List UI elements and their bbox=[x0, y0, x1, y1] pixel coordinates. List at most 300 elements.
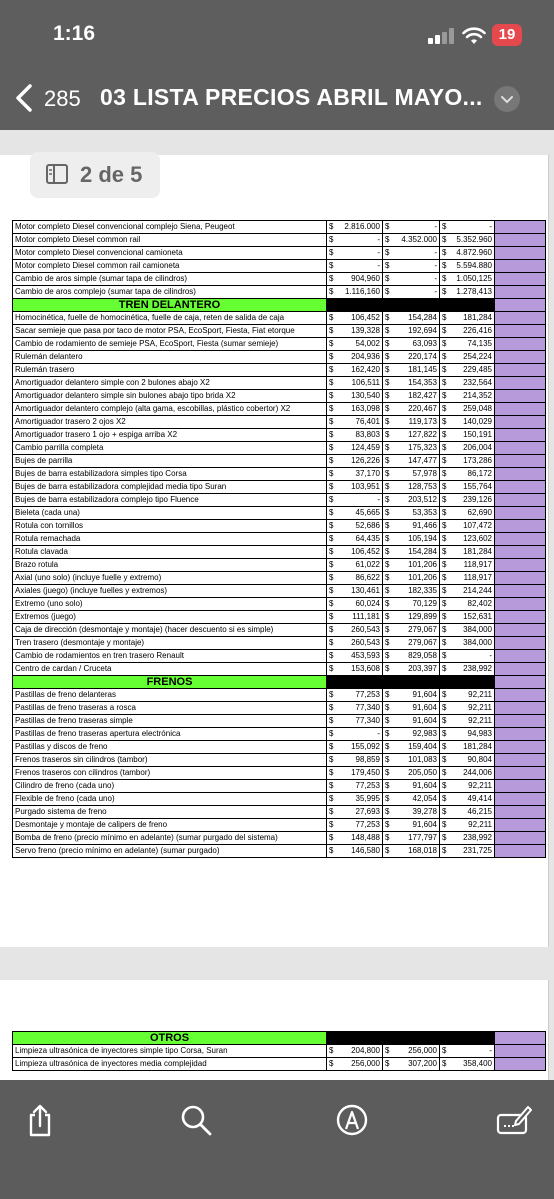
price-cell bbox=[440, 728, 495, 741]
currency-symbol: $ bbox=[385, 456, 390, 465]
price-cell bbox=[327, 1045, 383, 1058]
price-cell bbox=[327, 546, 383, 559]
price-value: - bbox=[377, 495, 380, 504]
price-cell bbox=[383, 494, 440, 507]
side-column bbox=[495, 325, 546, 338]
price-value: 384,000 bbox=[463, 638, 492, 647]
price-cell bbox=[327, 533, 383, 546]
currency-symbol: $ bbox=[385, 404, 390, 413]
price-value: 101,083 bbox=[408, 755, 437, 764]
table-row bbox=[13, 663, 546, 676]
price-cell bbox=[383, 468, 440, 481]
currency-symbol: $ bbox=[329, 261, 334, 270]
item-description: Motor completo Diesel common rail camioneta bbox=[13, 260, 327, 273]
price-cell bbox=[383, 546, 440, 559]
price-cell bbox=[327, 403, 383, 416]
price-cell bbox=[440, 585, 495, 598]
price-cell bbox=[440, 338, 495, 351]
price-cell bbox=[383, 806, 440, 819]
currency-symbol: $ bbox=[385, 651, 390, 660]
item-description: Caja de dirección (desmontaje y montaje) (hacer descuento si es simple) bbox=[13, 624, 327, 637]
sidebar-icon bbox=[46, 164, 68, 184]
table-row bbox=[13, 416, 546, 429]
item-description: Amortiguador delantero simple con 2 bulones abajo X2 bbox=[13, 377, 327, 390]
price-value: 204,800 bbox=[351, 1046, 380, 1055]
currency-symbol: $ bbox=[329, 378, 334, 387]
item-description: Motor completo Diesel convencional camioneta bbox=[13, 247, 327, 260]
price-value: 77,253 bbox=[355, 690, 380, 699]
price-cell bbox=[383, 715, 440, 728]
side-column bbox=[495, 637, 546, 650]
price-value: 130,461 bbox=[351, 586, 380, 595]
currency-symbol: $ bbox=[329, 495, 334, 504]
currency-symbol: $ bbox=[329, 1059, 334, 1068]
currency-symbol: $ bbox=[329, 534, 334, 543]
price-cell bbox=[440, 247, 495, 260]
price-cell bbox=[327, 728, 383, 741]
price-value: 130,540 bbox=[351, 391, 380, 400]
price-value: 260,543 bbox=[351, 625, 380, 634]
currency-symbol: $ bbox=[385, 248, 390, 257]
price-value: 155,764 bbox=[463, 482, 492, 491]
price-value: 63,093 bbox=[412, 339, 437, 348]
price-cell bbox=[440, 364, 495, 377]
item-description: Sacar semieje que pasa por taco de motor PSA, EcoSport, Fiesta, Fiat etorque bbox=[13, 325, 327, 338]
currency-symbol: $ bbox=[442, 651, 447, 660]
currency-symbol: $ bbox=[442, 755, 447, 764]
side-column bbox=[495, 403, 546, 416]
currency-symbol: $ bbox=[442, 625, 447, 634]
price-value: 154,353 bbox=[408, 378, 437, 387]
item-description: Rulemán delantero bbox=[13, 351, 327, 364]
table-row bbox=[13, 832, 546, 845]
table-row bbox=[13, 390, 546, 403]
table-row bbox=[13, 780, 546, 793]
price-cell bbox=[383, 559, 440, 572]
price-cell bbox=[383, 754, 440, 767]
price-cell bbox=[383, 221, 440, 234]
currency-symbol: $ bbox=[442, 313, 447, 322]
price-value: 244,006 bbox=[463, 768, 492, 777]
currency-symbol: $ bbox=[385, 339, 390, 348]
price-value: 220,467 bbox=[408, 404, 437, 413]
currency-symbol: $ bbox=[442, 495, 447, 504]
price-value: 181,284 bbox=[463, 742, 492, 751]
table-row bbox=[13, 1058, 546, 1071]
currency-symbol: $ bbox=[329, 716, 334, 725]
currency-symbol: $ bbox=[442, 222, 447, 231]
currency-symbol: $ bbox=[329, 729, 334, 738]
price-cell bbox=[327, 364, 383, 377]
side-column bbox=[495, 234, 546, 247]
item-description: Centro de cardan / Cruceta bbox=[13, 663, 327, 676]
table-row bbox=[13, 221, 546, 234]
currency-symbol: $ bbox=[329, 690, 334, 699]
currency-symbol: $ bbox=[442, 690, 447, 699]
price-value: 124,459 bbox=[351, 443, 380, 452]
price-cell bbox=[383, 793, 440, 806]
currency-symbol: $ bbox=[385, 716, 390, 725]
price-cell bbox=[440, 637, 495, 650]
side-column bbox=[495, 299, 546, 312]
currency-symbol: $ bbox=[329, 235, 334, 244]
price-value: 203,397 bbox=[408, 664, 437, 673]
price-cell bbox=[440, 442, 495, 455]
currency-symbol: $ bbox=[385, 287, 390, 296]
price-cell bbox=[383, 741, 440, 754]
currency-symbol: $ bbox=[385, 755, 390, 764]
price-cell bbox=[440, 520, 495, 533]
currency-symbol: $ bbox=[442, 235, 447, 244]
currency-symbol: $ bbox=[442, 781, 447, 790]
item-description: Bujes de barra estabilizadora simples tipo Corsa bbox=[13, 468, 327, 481]
price-cell bbox=[383, 390, 440, 403]
price-value: 123,602 bbox=[463, 534, 492, 543]
price-cell bbox=[327, 572, 383, 585]
price-cell bbox=[440, 455, 495, 468]
currency-symbol: $ bbox=[329, 781, 334, 790]
side-column bbox=[495, 676, 546, 689]
price-cell bbox=[383, 429, 440, 442]
price-value: 118,917 bbox=[463, 560, 492, 569]
currency-symbol: $ bbox=[385, 534, 390, 543]
price-value: 231,725 bbox=[463, 846, 492, 855]
price-cell bbox=[327, 793, 383, 806]
currency-symbol: $ bbox=[329, 599, 334, 608]
side-column bbox=[495, 390, 546, 403]
price-cell bbox=[440, 416, 495, 429]
price-value: 92,211 bbox=[468, 690, 492, 699]
price-value: 162,420 bbox=[351, 365, 380, 374]
price-value: 259,048 bbox=[463, 404, 492, 413]
item-description: Axiales (juego) (incluye fuelles y extremos) bbox=[13, 585, 327, 598]
currency-symbol: $ bbox=[329, 651, 334, 660]
side-column bbox=[495, 806, 546, 819]
table-row bbox=[13, 520, 546, 533]
table-row bbox=[13, 702, 546, 715]
side-column bbox=[495, 689, 546, 702]
price-value: 256,000 bbox=[351, 1059, 380, 1068]
item-description: Homocinética, fuelle de homocinética, fuelle de caja, reten de salida de caja bbox=[13, 312, 327, 325]
price-cell bbox=[327, 260, 383, 273]
price-value: 91,604 bbox=[412, 820, 437, 829]
currency-symbol: $ bbox=[329, 625, 334, 634]
price-value: 4.872.960 bbox=[456, 248, 492, 257]
side-column bbox=[495, 364, 546, 377]
price-value: 153,608 bbox=[351, 664, 380, 673]
table-row bbox=[13, 507, 546, 520]
currency-symbol: $ bbox=[442, 1046, 447, 1055]
price-cell bbox=[440, 754, 495, 767]
item-description: Frenos traseros con cilindros (tambor) bbox=[13, 767, 327, 780]
price-cell bbox=[440, 494, 495, 507]
price-cell bbox=[440, 572, 495, 585]
price-cell bbox=[383, 247, 440, 260]
status-bar bbox=[0, 0, 554, 130]
side-column bbox=[495, 377, 546, 390]
price-value: 105,194 bbox=[408, 534, 437, 543]
price-cell bbox=[327, 767, 383, 780]
currency-symbol: $ bbox=[329, 521, 334, 530]
table-row bbox=[13, 715, 546, 728]
price-cell bbox=[327, 247, 383, 260]
share-icon[interactable] bbox=[22, 1102, 58, 1138]
table-row bbox=[13, 598, 546, 611]
table-row bbox=[13, 611, 546, 624]
currency-symbol: $ bbox=[442, 417, 447, 426]
price-cell bbox=[383, 728, 440, 741]
item-description: Axial (uno solo) (incluye fuelle y extremo) bbox=[13, 572, 327, 585]
price-cell bbox=[440, 312, 495, 325]
price-value: 77,340 bbox=[355, 703, 380, 712]
price-cell bbox=[327, 234, 383, 247]
side-column bbox=[495, 507, 546, 520]
currency-symbol: $ bbox=[442, 534, 447, 543]
item-description: Bieleta (cada una) bbox=[13, 507, 327, 520]
price-value: 307,200 bbox=[408, 1059, 437, 1068]
table-row bbox=[13, 429, 546, 442]
item-description: Frenos traseros sin cilindros (tambor) bbox=[13, 754, 327, 767]
price-value: 206,004 bbox=[463, 443, 492, 452]
price-value: 91,604 bbox=[412, 781, 437, 790]
wifi-icon bbox=[462, 26, 486, 46]
price-cell bbox=[383, 312, 440, 325]
currency-symbol: $ bbox=[442, 560, 447, 569]
price-value: 111,181 bbox=[352, 612, 380, 621]
back-chevron-icon[interactable] bbox=[10, 78, 40, 118]
currency-symbol: $ bbox=[442, 508, 447, 517]
side-column bbox=[495, 754, 546, 767]
price-cell bbox=[327, 754, 383, 767]
item-description: Bomba de freno (precio mínimo en adelante) (sumar purgado del sistema) bbox=[13, 832, 327, 845]
currency-symbol: $ bbox=[442, 339, 447, 348]
price-cell bbox=[440, 650, 495, 663]
item-description: Limpieza ultrasónica de inyectores media complejidad bbox=[13, 1058, 327, 1071]
currency-symbol: $ bbox=[442, 846, 447, 855]
table-row bbox=[13, 819, 546, 832]
side-column bbox=[495, 429, 546, 442]
table-row bbox=[13, 351, 546, 364]
price-value: 127,822 bbox=[408, 430, 437, 439]
search-icon[interactable] bbox=[178, 1102, 214, 1138]
section-title: OTROS bbox=[13, 1032, 327, 1045]
price-cell bbox=[440, 741, 495, 754]
price-value: 61,022 bbox=[355, 560, 380, 569]
currency-symbol: $ bbox=[442, 248, 447, 257]
side-column bbox=[495, 351, 546, 364]
price-value: 92,211 bbox=[468, 716, 492, 725]
price-value: 182,427 bbox=[408, 391, 437, 400]
currency-symbol: $ bbox=[442, 326, 447, 335]
price-cell bbox=[327, 442, 383, 455]
price-value: 214,352 bbox=[463, 391, 492, 400]
table-row bbox=[13, 234, 546, 247]
currency-symbol: $ bbox=[329, 586, 334, 595]
price-value: 91,604 bbox=[412, 716, 437, 725]
item-description: Limpieza ultrasónica de inyectores simple tipo Corsa, Suran bbox=[13, 1045, 327, 1058]
side-column bbox=[495, 741, 546, 754]
price-value: - bbox=[489, 222, 492, 231]
price-value: 52,686 bbox=[355, 521, 380, 530]
price-value: 203,512 bbox=[408, 495, 437, 504]
table-row bbox=[13, 481, 546, 494]
currency-symbol: $ bbox=[442, 794, 447, 803]
price-value: 46,215 bbox=[467, 807, 492, 816]
price-cell bbox=[327, 312, 383, 325]
price-value: - bbox=[434, 261, 437, 270]
currency-symbol: $ bbox=[442, 573, 447, 582]
price-cell bbox=[440, 468, 495, 481]
price-value: 2.816.000 bbox=[344, 222, 380, 231]
side-column bbox=[495, 650, 546, 663]
currency-symbol: $ bbox=[329, 794, 334, 803]
item-description: Cambio de aros complejo (sumar tapa de cilindros) bbox=[13, 286, 327, 299]
price-cell bbox=[383, 767, 440, 780]
price-cell bbox=[440, 1045, 495, 1058]
bottom-toolbar bbox=[0, 1080, 554, 1199]
currency-symbol: $ bbox=[329, 768, 334, 777]
side-column bbox=[495, 442, 546, 455]
price-value: 129,899 bbox=[408, 612, 437, 621]
price-cell bbox=[383, 585, 440, 598]
price-value: 49,414 bbox=[467, 794, 492, 803]
markup-icon[interactable] bbox=[334, 1102, 370, 1138]
price-cell bbox=[440, 780, 495, 793]
price-value: 92,983 bbox=[412, 729, 437, 738]
price-cell bbox=[327, 806, 383, 819]
battery-indicator: 19 bbox=[492, 24, 522, 46]
currency-symbol: $ bbox=[385, 391, 390, 400]
title-menu-button[interactable] bbox=[494, 86, 520, 112]
item-description: Cambio de rodamientos en tren trasero Renault bbox=[13, 650, 327, 663]
price-value: 5.594.880 bbox=[456, 261, 492, 270]
currency-symbol: $ bbox=[442, 820, 447, 829]
currency-symbol: $ bbox=[385, 560, 390, 569]
currency-symbol: $ bbox=[442, 430, 447, 439]
currency-symbol: $ bbox=[442, 716, 447, 725]
section-header-row bbox=[13, 1032, 546, 1045]
edit-icon[interactable] bbox=[496, 1102, 532, 1138]
item-description: Extremos (juego) bbox=[13, 611, 327, 624]
item-description: Desmontaje y montaje de calipers de freno bbox=[13, 819, 327, 832]
item-description: Motor completo Diesel common rail bbox=[13, 234, 327, 247]
table-row bbox=[13, 312, 546, 325]
side-column bbox=[495, 494, 546, 507]
price-value: 4.352.000 bbox=[401, 235, 437, 244]
currency-symbol: $ bbox=[442, 261, 447, 270]
table-row bbox=[13, 468, 546, 481]
currency-symbol: $ bbox=[442, 664, 447, 673]
item-description: Rulemán trasero bbox=[13, 364, 327, 377]
price-cell bbox=[440, 260, 495, 273]
currency-symbol: $ bbox=[385, 833, 390, 842]
item-description: Rotula clavada bbox=[13, 546, 327, 559]
price-value: 226,416 bbox=[463, 326, 492, 335]
price-value: 101,206 bbox=[408, 573, 437, 582]
table-row bbox=[13, 403, 546, 416]
price-cell bbox=[327, 273, 383, 286]
price-cell bbox=[327, 715, 383, 728]
currency-symbol: $ bbox=[329, 638, 334, 647]
price-value: - bbox=[434, 222, 437, 231]
price-value: 181,284 bbox=[463, 547, 492, 556]
price-cell bbox=[327, 221, 383, 234]
currency-symbol: $ bbox=[385, 326, 390, 335]
price-value: - bbox=[434, 248, 437, 257]
currency-symbol: $ bbox=[385, 274, 390, 283]
currency-symbol: $ bbox=[385, 508, 390, 517]
currency-symbol: $ bbox=[442, 443, 447, 452]
currency-symbol: $ bbox=[442, 599, 447, 608]
item-description: Amortiguador trasero 1 ojo + espiga arriba X2 bbox=[13, 429, 327, 442]
price-value: 192,694 bbox=[408, 326, 437, 335]
price-cell bbox=[327, 507, 383, 520]
price-cell bbox=[383, 637, 440, 650]
currency-symbol: $ bbox=[385, 521, 390, 530]
side-column bbox=[495, 338, 546, 351]
price-cell bbox=[440, 390, 495, 403]
currency-symbol: $ bbox=[385, 482, 390, 491]
price-cell bbox=[327, 416, 383, 429]
price-cell bbox=[440, 273, 495, 286]
price-cell bbox=[383, 364, 440, 377]
price-cell bbox=[440, 533, 495, 546]
side-column bbox=[495, 845, 546, 858]
price-cell bbox=[327, 351, 383, 364]
price-value: 106,511 bbox=[351, 378, 380, 387]
side-column bbox=[495, 663, 546, 676]
page-indicator-text: 2 de 5 bbox=[80, 162, 143, 187]
price-value: - bbox=[377, 235, 380, 244]
back-count[interactable]: 285 bbox=[44, 86, 81, 111]
item-description: Bujes de parrilla bbox=[13, 455, 327, 468]
table-row bbox=[13, 793, 546, 806]
currency-symbol: $ bbox=[442, 391, 447, 400]
table-row bbox=[13, 624, 546, 637]
price-cell bbox=[383, 1045, 440, 1058]
currency-symbol: $ bbox=[385, 469, 390, 478]
price-value: - bbox=[434, 287, 437, 296]
item-description: Purgado sistema de freno bbox=[13, 806, 327, 819]
price-value: 238,992 bbox=[463, 833, 492, 842]
section-header-row bbox=[13, 299, 546, 312]
side-column bbox=[495, 546, 546, 559]
currency-symbol: $ bbox=[329, 612, 334, 621]
price-value: - bbox=[489, 651, 492, 660]
currency-symbol: $ bbox=[385, 729, 390, 738]
currency-symbol: $ bbox=[385, 690, 390, 699]
currency-symbol: $ bbox=[329, 326, 334, 335]
price-value: 1.116,160 bbox=[345, 287, 380, 296]
price-value: 86,622 bbox=[355, 573, 380, 582]
price-value: 45,665 bbox=[355, 508, 380, 517]
price-value: 175,323 bbox=[408, 443, 437, 452]
price-cell bbox=[383, 780, 440, 793]
table-row bbox=[13, 364, 546, 377]
cellular-signal-icon bbox=[428, 28, 456, 44]
price-value: 101,206 bbox=[408, 560, 437, 569]
price-value: 173,286 bbox=[463, 456, 492, 465]
currency-symbol: $ bbox=[442, 742, 447, 751]
side-column bbox=[495, 624, 546, 637]
price-value: 260,543 bbox=[351, 638, 380, 647]
price-cell bbox=[327, 377, 383, 390]
price-value: 154,284 bbox=[408, 313, 437, 322]
currency-symbol: $ bbox=[385, 222, 390, 231]
price-value: 64,435 bbox=[355, 534, 380, 543]
table-row bbox=[13, 559, 546, 572]
side-column bbox=[495, 221, 546, 234]
